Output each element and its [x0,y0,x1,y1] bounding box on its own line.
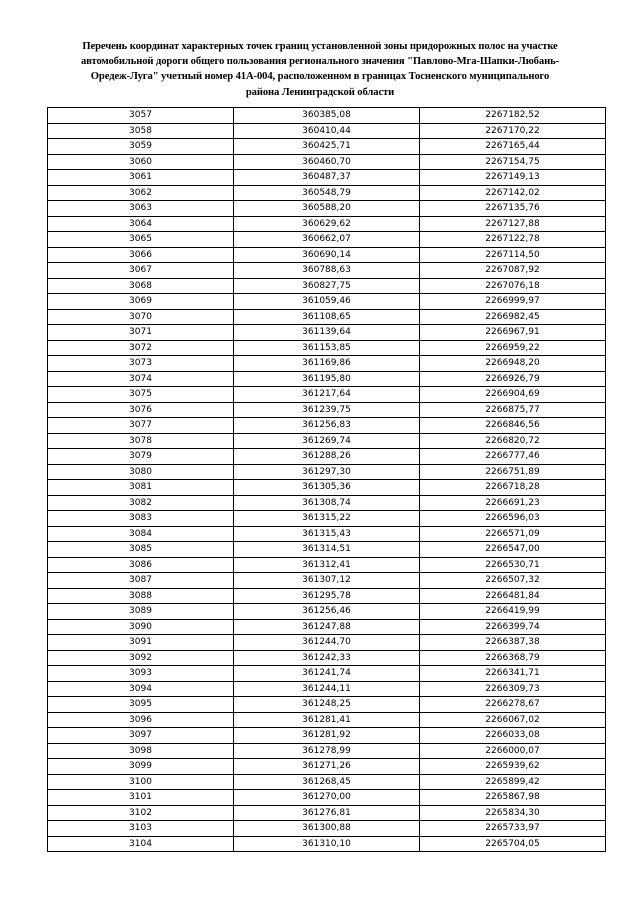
x-coordinate-cell: 361281,92 [234,728,420,744]
point-number-cell: 3081 [48,480,234,496]
table-row [48,588,606,604]
x-coordinate-cell: 361248,25 [234,697,420,713]
x-coordinate-cell: 361315,43 [234,526,420,542]
x-coordinate-cell: 361310,10 [234,836,420,852]
y-coordinate-cell: 2266341,71 [420,666,606,682]
x-coordinate-cell: 361239,75 [234,402,420,418]
table-row [48,433,606,449]
point-number-cell: 3060 [48,154,234,170]
x-coordinate-cell: 360548,79 [234,185,420,201]
table-row [48,697,606,713]
point-number-cell: 3093 [48,666,234,682]
x-coordinate-cell: 361281,41 [234,712,420,728]
table-row [48,278,606,294]
table-row [48,402,606,418]
coordinates-table [47,107,606,852]
y-coordinate-cell: 2266967,91 [420,325,606,341]
table-row [48,774,606,790]
table-row [48,356,606,372]
table-row [48,247,606,263]
x-coordinate-cell: 361242,33 [234,650,420,666]
point-number-cell: 3061 [48,170,234,186]
point-number-cell: 3088 [48,588,234,604]
x-coordinate-cell: 361247,88 [234,619,420,635]
y-coordinate-cell: 2267170,22 [420,123,606,139]
x-coordinate-cell: 361270,00 [234,790,420,806]
point-number-cell: 3102 [48,805,234,821]
table-row [48,309,606,325]
x-coordinate-cell: 361059,46 [234,294,420,310]
y-coordinate-cell: 2266547,00 [420,542,606,558]
y-coordinate-cell: 2266751,89 [420,464,606,480]
table-row [48,170,606,186]
table-row [48,216,606,232]
x-coordinate-cell: 361307,12 [234,573,420,589]
x-coordinate-cell: 361244,70 [234,635,420,651]
point-number-cell: 3091 [48,635,234,651]
point-number-cell: 3104 [48,836,234,852]
table-row [48,185,606,201]
x-coordinate-cell: 361139,64 [234,325,420,341]
point-number-cell: 3089 [48,604,234,620]
table-row [48,418,606,434]
x-coordinate-cell: 361241,74 [234,666,420,682]
y-coordinate-cell: 2266571,09 [420,526,606,542]
table-row [48,139,606,155]
point-number-cell: 3064 [48,216,234,232]
table-row [48,728,606,744]
x-coordinate-cell: 361276,81 [234,805,420,821]
x-coordinate-cell: 361315,22 [234,511,420,527]
point-number-cell: 3065 [48,232,234,248]
y-coordinate-cell: 2265834,30 [420,805,606,821]
y-coordinate-cell: 2265733,97 [420,821,606,837]
table-row [48,495,606,511]
point-number-cell: 3103 [48,821,234,837]
y-coordinate-cell: 2266982,45 [420,309,606,325]
x-coordinate-cell: 361308,74 [234,495,420,511]
title-line: Перечень координат характерных точек границ установленной зоны придорожных полос на участке [82,41,558,52]
y-coordinate-cell: 2267149,13 [420,170,606,186]
table-row [48,712,606,728]
table-row [48,542,606,558]
point-number-cell: 3084 [48,526,234,542]
point-number-cell: 3069 [48,294,234,310]
point-number-cell: 3100 [48,774,234,790]
table-row [48,449,606,465]
x-coordinate-cell: 361312,41 [234,557,420,573]
y-coordinate-cell: 2266926,79 [420,371,606,387]
y-coordinate-cell: 2265867,98 [420,790,606,806]
table-row [48,604,606,620]
point-number-cell: 3090 [48,619,234,635]
x-coordinate-cell: 360460,70 [234,154,420,170]
x-coordinate-cell: 361153,85 [234,340,420,356]
y-coordinate-cell: 2266000,07 [420,743,606,759]
point-number-cell: 3079 [48,449,234,465]
y-coordinate-cell: 2265939,62 [420,759,606,775]
point-number-cell: 3057 [48,108,234,124]
x-coordinate-cell: 361288,26 [234,449,420,465]
x-coordinate-cell: 361278,99 [234,743,420,759]
y-coordinate-cell: 2266820,72 [420,433,606,449]
y-coordinate-cell: 2267114,50 [420,247,606,263]
point-number-cell: 3083 [48,511,234,527]
y-coordinate-cell: 2267165,44 [420,139,606,155]
x-coordinate-cell: 360788,63 [234,263,420,279]
table-row [48,123,606,139]
point-number-cell: 3070 [48,309,234,325]
point-number-cell: 3059 [48,139,234,155]
table-row [48,201,606,217]
y-coordinate-cell: 2266777,46 [420,449,606,465]
point-number-cell: 3085 [48,542,234,558]
x-coordinate-cell: 361244,11 [234,681,420,697]
x-coordinate-cell: 360690,14 [234,247,420,263]
y-coordinate-cell: 2267142,02 [420,185,606,201]
y-coordinate-cell: 2266419,99 [420,604,606,620]
table-row [48,464,606,480]
y-coordinate-cell: 2266481,84 [420,588,606,604]
point-number-cell: 3058 [48,123,234,139]
x-coordinate-cell: 361195,80 [234,371,420,387]
table-row [48,480,606,496]
table-row [48,557,606,573]
table-row [48,666,606,682]
y-coordinate-cell: 2267127,88 [420,216,606,232]
x-coordinate-cell: 361300,88 [234,821,420,837]
x-coordinate-cell: 360410,44 [234,123,420,139]
y-coordinate-cell: 2266368,79 [420,650,606,666]
x-coordinate-cell: 361217,64 [234,387,420,403]
x-coordinate-cell: 361256,46 [234,604,420,620]
point-number-cell: 3075 [48,387,234,403]
table-row [48,263,606,279]
x-coordinate-cell: 361297,30 [234,464,420,480]
table-row [48,294,606,310]
point-number-cell: 3080 [48,464,234,480]
table-row [48,650,606,666]
table-row [48,790,606,806]
y-coordinate-cell: 2266948,20 [420,356,606,372]
y-coordinate-cell: 2266718,28 [420,480,606,496]
y-coordinate-cell: 2267154,75 [420,154,606,170]
point-number-cell: 3071 [48,325,234,341]
point-number-cell: 3098 [48,743,234,759]
x-coordinate-cell: 360385,08 [234,108,420,124]
point-number-cell: 3066 [48,247,234,263]
title-line: района Ленинградской области [245,86,395,98]
point-number-cell: 3092 [48,650,234,666]
y-coordinate-cell: 2266278,67 [420,697,606,713]
x-coordinate-cell: 361271,26 [234,759,420,775]
table-row [48,526,606,542]
point-number-cell: 3095 [48,697,234,713]
table-row [48,511,606,527]
x-coordinate-cell: 360662,07 [234,232,420,248]
table-row [48,371,606,387]
table-row [48,108,606,124]
x-coordinate-cell: 361268,45 [234,774,420,790]
table-row [48,573,606,589]
point-number-cell: 3096 [48,712,234,728]
x-coordinate-cell: 361256,83 [234,418,420,434]
table-row [48,154,606,170]
y-coordinate-cell: 2266387,38 [420,635,606,651]
x-coordinate-cell: 361295,78 [234,588,420,604]
title-line: автомобильной дороги общего пользования регионального значения "Павлово-Мга-Шапки-Любань- [80,56,560,68]
y-coordinate-cell: 2266596,03 [420,511,606,527]
y-coordinate-cell: 2266846,56 [420,418,606,434]
point-number-cell: 3087 [48,573,234,589]
x-coordinate-cell: 361314,51 [234,542,420,558]
x-coordinate-cell: 361108,65 [234,309,420,325]
table-row [48,681,606,697]
y-coordinate-cell: 2266691,23 [420,495,606,511]
point-number-cell: 3074 [48,371,234,387]
y-coordinate-cell: 2267122,78 [420,232,606,248]
y-coordinate-cell: 2267135,76 [420,201,606,217]
y-coordinate-cell: 2267076,18 [420,278,606,294]
x-coordinate-cell: 360487,37 [234,170,420,186]
point-number-cell: 3072 [48,340,234,356]
point-number-cell: 3062 [48,185,234,201]
point-number-cell: 3068 [48,278,234,294]
point-number-cell: 3082 [48,495,234,511]
point-number-cell: 3086 [48,557,234,573]
table-row [48,387,606,403]
x-coordinate-cell: 360629,62 [234,216,420,232]
table-row [48,635,606,651]
point-number-cell: 3076 [48,402,234,418]
coordinates-table-body [48,108,606,852]
point-number-cell: 3067 [48,263,234,279]
y-coordinate-cell: 2267182,52 [420,108,606,124]
point-number-cell: 3073 [48,356,234,372]
point-number-cell: 3094 [48,681,234,697]
document-title [40,39,600,100]
point-number-cell: 3101 [48,790,234,806]
point-number-cell: 3099 [48,759,234,775]
table-row [48,325,606,341]
point-number-cell: 3063 [48,201,234,217]
x-coordinate-cell: 361305,36 [234,480,420,496]
y-coordinate-cell: 2266309,73 [420,681,606,697]
y-coordinate-cell: 2267087,92 [420,263,606,279]
x-coordinate-cell: 360588,20 [234,201,420,217]
y-coordinate-cell: 2266530,71 [420,557,606,573]
y-coordinate-cell: 2266875,77 [420,402,606,418]
point-number-cell: 3078 [48,433,234,449]
y-coordinate-cell: 2266959,22 [420,340,606,356]
table-row [48,619,606,635]
x-coordinate-cell: 360827,75 [234,278,420,294]
table-row [48,743,606,759]
title-line: Оредеж-Луга" учетный номер 41А-004, расположенном в границах Тосненского муниципального [90,71,550,83]
point-number-cell: 3097 [48,728,234,744]
table-row [48,759,606,775]
table-row [48,232,606,248]
y-coordinate-cell: 2266399,74 [420,619,606,635]
x-coordinate-cell: 361169,86 [234,356,420,372]
table-row [48,836,606,852]
y-coordinate-cell: 2266999,97 [420,294,606,310]
y-coordinate-cell: 2266067,02 [420,712,606,728]
y-coordinate-cell: 2265704,05 [420,836,606,852]
y-coordinate-cell: 2266507,32 [420,573,606,589]
x-coordinate-cell: 361269,74 [234,433,420,449]
table-row [48,805,606,821]
y-coordinate-cell: 2266904,69 [420,387,606,403]
y-coordinate-cell: 2266033,08 [420,728,606,744]
y-coordinate-cell: 2265899,42 [420,774,606,790]
point-number-cell: 3077 [48,418,234,434]
x-coordinate-cell: 360425,71 [234,139,420,155]
table-row [48,821,606,837]
table-row [48,340,606,356]
